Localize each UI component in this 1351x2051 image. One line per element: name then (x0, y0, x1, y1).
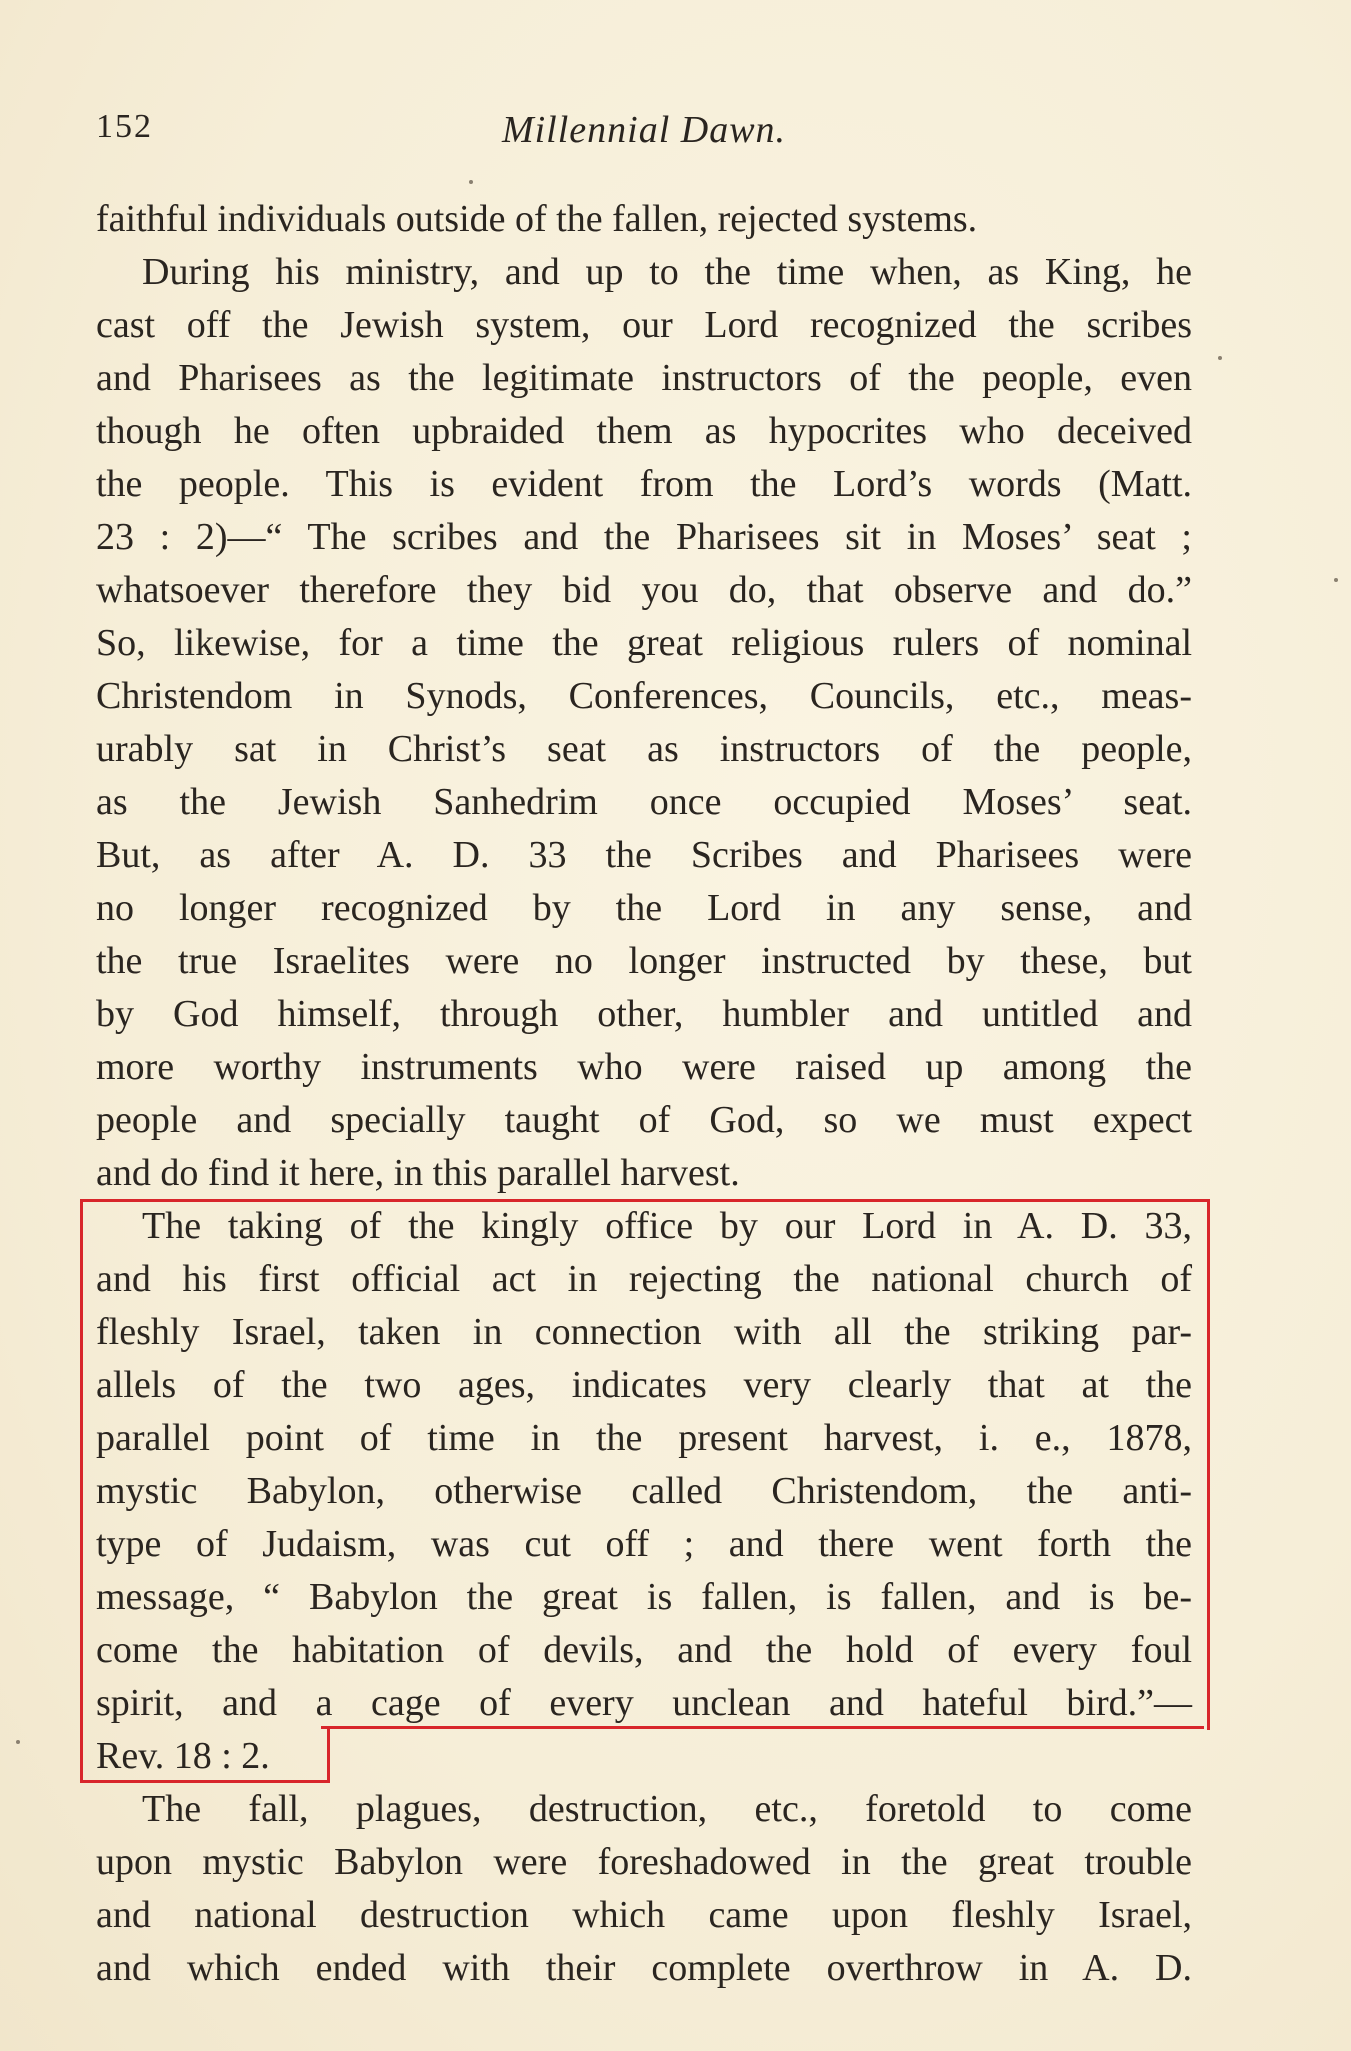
text-line: type of Judaism, was cut off ; and there went forth the (96, 1523, 1192, 1565)
page-header (96, 108, 1192, 158)
text-line: though he often upbraided them as hypocrites who deceived (96, 410, 1192, 452)
text-line: and his first official act in rejecting the national church of (96, 1258, 1192, 1300)
text-line: spirit, and a cage of every unclean and hateful bird.”— (96, 1682, 1192, 1724)
text-line: and do find it here, in this parallel harvest. (96, 1152, 740, 1194)
scan-speck (1334, 578, 1338, 582)
text-line: and national destruction which came upon fleshly Israel, (96, 1894, 1192, 1936)
text-line: So, likewise, for a time the great religious rulers of nominal (96, 622, 1192, 664)
scan-speck (1218, 356, 1222, 360)
text-line: and Pharisees as the legitimate instructors of the people, even (96, 357, 1192, 399)
scan-speck (469, 180, 473, 184)
running-title: Millennial Dawn. (501, 109, 787, 151)
text-line: fleshly Israel, taken in connection with all the striking par- (96, 1311, 1192, 1353)
text-line: the true Israelites were no longer instructed by these, but (96, 940, 1192, 982)
text-line: Christendom in Synods, Conferences, Councils, etc., meas- (96, 675, 1192, 717)
text-line: by God himself, through other, humbler and untitled and (96, 993, 1192, 1035)
text-line: and which ended with their complete overthrow in A. D. (96, 1947, 1192, 1989)
text-line: The taking of the kingly office by our Lord in A. D. 33, (142, 1205, 1192, 1247)
text-line: But, as after A. D. 33 the Scribes and Pharisees were (96, 834, 1192, 876)
scan-speck (16, 1740, 20, 1744)
text-line: The fall, plagues, destruction, etc., foretold to come (142, 1788, 1192, 1830)
text-line: no longer recognized by the Lord in any sense, and (96, 887, 1192, 929)
text-line: urably sat in Christ’s seat as instructors of the people, (96, 728, 1192, 770)
text-line: faithful individuals outside of the fallen, rejected systems. (96, 198, 978, 240)
text-line: allels of the two ages, indicates very clearly that at the (96, 1364, 1192, 1406)
text-line: Rev. 18 : 2. (96, 1735, 270, 1777)
text-line: parallel point of time in the present harvest, i. e., 1878, (96, 1417, 1192, 1459)
text-line: message, “ Babylon the great is fallen, is fallen, and is be- (96, 1576, 1192, 1618)
text-line: cast off the Jewish system, our Lord recognized the scribes (96, 304, 1192, 346)
text-line: the people. This is evident from the Lord’s words (Matt. (96, 463, 1192, 505)
text-line: people and specially taught of God, so we must expect (96, 1099, 1192, 1141)
text-line: whatsoever therefore they bid you do, that observe and do.” (96, 569, 1192, 611)
text-line: During his ministry, and up to the time when, as King, he (142, 251, 1192, 293)
page-number: 152 (96, 108, 153, 145)
body-text (96, 193, 1192, 1995)
text-line: upon mystic Babylon were foreshadowed in the great trouble (96, 1841, 1192, 1883)
text-line: more worthy instruments who were raised up among the (96, 1046, 1192, 1088)
text-line: come the habitation of devils, and the hold of every foul (96, 1629, 1192, 1671)
text-line: 23 : 2)—“ The scribes and the Pharisees sit in Moses’ seat ; (96, 516, 1192, 558)
text-line: as the Jewish Sanhedrim once occupied Moses’ seat. (96, 781, 1192, 823)
text-line: mystic Babylon, otherwise called Christendom, the anti- (96, 1470, 1192, 1512)
